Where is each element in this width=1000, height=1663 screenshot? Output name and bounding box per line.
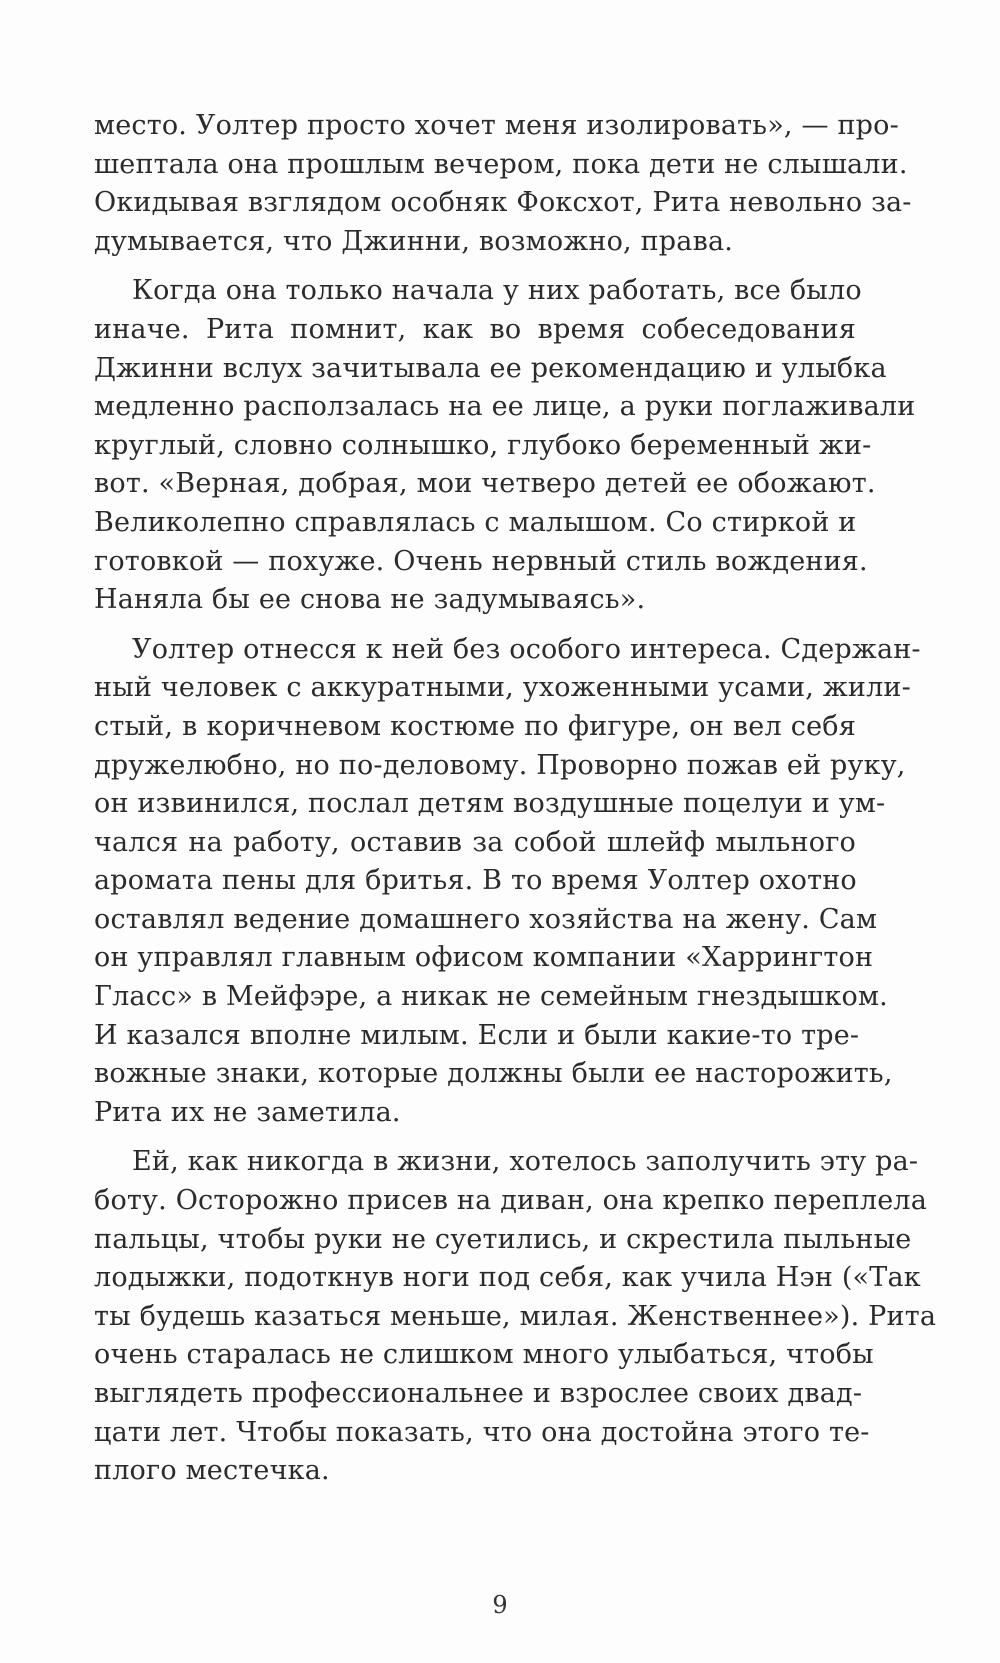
- body-text: [94, 107, 937, 1491]
- text-line: дружелюбно, но по-деловому. Проворно пожав ей руку,: [94, 749, 906, 781]
- text-line: Великолепно справлялась с малышом. Со стиркой и: [94, 506, 857, 538]
- text-line: думывается, что Джинни, возможно, права.: [94, 225, 734, 257]
- paragraph-gap: [94, 261, 856, 272]
- text-line: оставлял ведение домашнего хозяйства на жену. Сам: [94, 903, 878, 935]
- text-line: иначе. Рита помнит, как во время собеседования: [94, 313, 856, 345]
- paragraph-gap: [94, 1132, 856, 1143]
- text-line: Рита их не заметила.: [94, 1096, 401, 1128]
- text-line: Джинни вслух зачитывала ее рекомендацию и улыбка: [94, 352, 887, 384]
- text-line: Когда она только начала у них работать, все было: [132, 275, 862, 307]
- text-line: очень старалась не слишком много улыбаться, чтобы: [94, 1339, 874, 1371]
- text-line: круглый, словно солнышко, глубоко беременный жи-: [94, 429, 872, 461]
- text-line: пальцы, чтобы руки не суетились, и скрестила пыльные: [94, 1223, 912, 1255]
- text-line: место. Уолтер просто хочет меня изолировать», — про-: [94, 110, 899, 141]
- text-line: ты будешь казаться меньше, милая. Женственнее»). Рита: [94, 1300, 937, 1332]
- text-line: он извинился, послал детям воздушные поцелуи и ум-: [94, 788, 886, 820]
- text-line: шептала она прошлым вечером, пока дети не слышали.: [94, 148, 908, 180]
- text-line: он управлял главным офисом компании «Харрингтон: [94, 942, 874, 974]
- text-line: аромата пены для бритья. В то время Уолтер охотно: [94, 865, 857, 897]
- paragraph-gap: [94, 620, 856, 631]
- text-line: медленно расползалась на ее лице, а руки поглаживали: [94, 391, 916, 423]
- text-line: ный человек с аккуратными, ухоженными усами, жили-: [94, 672, 911, 704]
- text-line: цати лет. Чтобы показать, что она достойна этого те-: [94, 1416, 870, 1448]
- text-line: готовкой — похуже. Очень нервный стиль вождения.: [94, 545, 868, 577]
- text-line: Наняла бы ее снова не задумываясь».: [94, 584, 646, 616]
- text-line: выглядеть профессиональнее и взрослее своих двад-: [94, 1378, 863, 1409]
- text-line: Ей, как никогда в жизни, хотелось заполучить эту ра-: [132, 1146, 919, 1178]
- text-line: Окидывая взглядом особняк Фоксхот, Рита невольно за-: [94, 187, 912, 219]
- text-line: боту. Осторожно присев на диван, она крепко переплела: [94, 1185, 928, 1217]
- text-line: вот. «Верная, добрая, мои четверо детей ее обожают.: [94, 468, 876, 500]
- text-line: вожные знаки, которые должны были ее насторожить,: [94, 1058, 893, 1090]
- text-line: Уолтер отнесся к ней без особого интереса. Сдержан-: [132, 633, 921, 665]
- page-number: 9: [492, 1591, 508, 1619]
- text-line: стый, в коричневом костюме по фигуре, он вел себя: [94, 710, 856, 742]
- text-line: чался на работу, оставив за собой шлейф мыльного: [94, 826, 856, 858]
- text-line: И казался вполне милым. Если и были какие-то тре-: [94, 1019, 860, 1051]
- text-line: лодыжки, подоткнув ноги под себя, как учила Нэн («Так: [94, 1262, 921, 1294]
- text-line: Гласс» в Мейфэре, а никак не семейным гнездышком.: [94, 981, 888, 1013]
- text-line: плого местечка.: [94, 1455, 330, 1487]
